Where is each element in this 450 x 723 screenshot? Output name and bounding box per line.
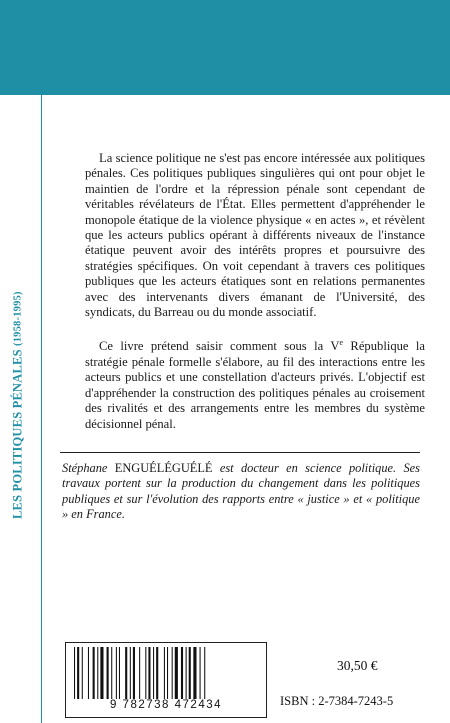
spine-title — [3, 215, 33, 595]
barcode — [65, 642, 267, 718]
barcode-bar — [181, 647, 183, 699]
barcode-bar — [164, 647, 165, 699]
barcode-bar — [116, 647, 117, 699]
barcode-bar — [100, 647, 103, 699]
barcode-bar — [82, 647, 83, 699]
barcode-bar — [153, 647, 154, 699]
spine-years: (1958-1995) — [12, 291, 24, 346]
barcode-bar — [130, 647, 131, 699]
summary-p2-end: République la stratégie pénale formelle s'élabore, au fil des interactions entre les acteurs publics et une constellation d'acteurs privés. L'objectif est d'appréhender la construction des politiques pénales au croisement des rivalités et des arrangements entre les membres du système décisionnel pénal. — [85, 339, 425, 431]
barcode-bar — [93, 647, 95, 699]
spine — [0, 95, 38, 723]
summary-text — [85, 151, 425, 447]
barcode-bar — [204, 647, 205, 699]
barcode-bars — [72, 647, 260, 699]
barcode-bar — [111, 647, 112, 699]
barcode-bar — [156, 647, 158, 699]
barcode-bar — [186, 647, 187, 699]
author-paragraph — [62, 461, 420, 523]
barcode-bar — [107, 647, 109, 699]
barcode-bar — [167, 647, 168, 699]
divider-line — [60, 452, 420, 453]
barcode-bar — [74, 647, 75, 699]
price: 30,50 € — [337, 658, 378, 673]
barcode-bar — [88, 647, 89, 699]
author-bio — [62, 461, 420, 523]
barcode-bar — [193, 647, 196, 699]
summary-paragraph-1: La science politique ne s'est pas encore intéressée aux politiques pénales. Ces politiques publiques singulières qui ont pour objet le maintien de l'ordre et la répression pénale sont cependant de véritables révélateurs de l'État. Elles permettent d'appréhender le monopole étatique de la violence physique « en actes », et révèlent que les acteurs publics opérant à différents niveaux de l'instance étatique peuvent avoir des intérêts propres et poursuivre des stratégies spécifiques. On voit cependant à travers ces politiques publiques que les acteurs étatiques sont en relations permanentes avec des intervenants divers émanant de l'Université, des syndicats, du Barreau ou du monde associatif. — [85, 151, 425, 320]
isbn: ISBN : 2-7384-7243-5 — [280, 694, 394, 708]
author-first-name: Stéphane — [62, 461, 115, 475]
spine-rule — [41, 95, 42, 723]
summary-paragraph-2 — [85, 335, 425, 432]
barcode-bar — [125, 647, 127, 699]
barcode-bar — [139, 647, 140, 699]
barcode-digits: 9 782738 472434 — [109, 699, 223, 711]
author-last-name: ENGUÉLÉGUÉLÉ — [114, 461, 213, 475]
spine-title-text: LES POLITIQUES PÉNALES — [10, 349, 25, 519]
barcode-bar — [133, 647, 135, 699]
barcode-bar — [189, 647, 191, 699]
barcode-bar — [175, 647, 178, 699]
summary-p2-sup: e — [339, 338, 344, 348]
barcode-bar — [145, 647, 146, 699]
barcode-bar — [97, 647, 98, 699]
barcode-bar — [77, 647, 79, 699]
barcode-bar — [119, 647, 120, 699]
author-bio-text: est docteur en science politique. Ses travaux portent sur la production du changement dans les politiques publiques et sur l'évolution des rapports entre « justice » et « politique » en France. — [62, 461, 420, 522]
back-cover-content — [50, 95, 450, 723]
summary-p2-start: Ce livre prétend saisir comment sous la V — [99, 339, 340, 354]
barcode-bar — [200, 647, 201, 699]
barcode-bar — [148, 647, 150, 699]
top-color-band — [0, 0, 450, 95]
barcode-bar — [172, 647, 173, 699]
